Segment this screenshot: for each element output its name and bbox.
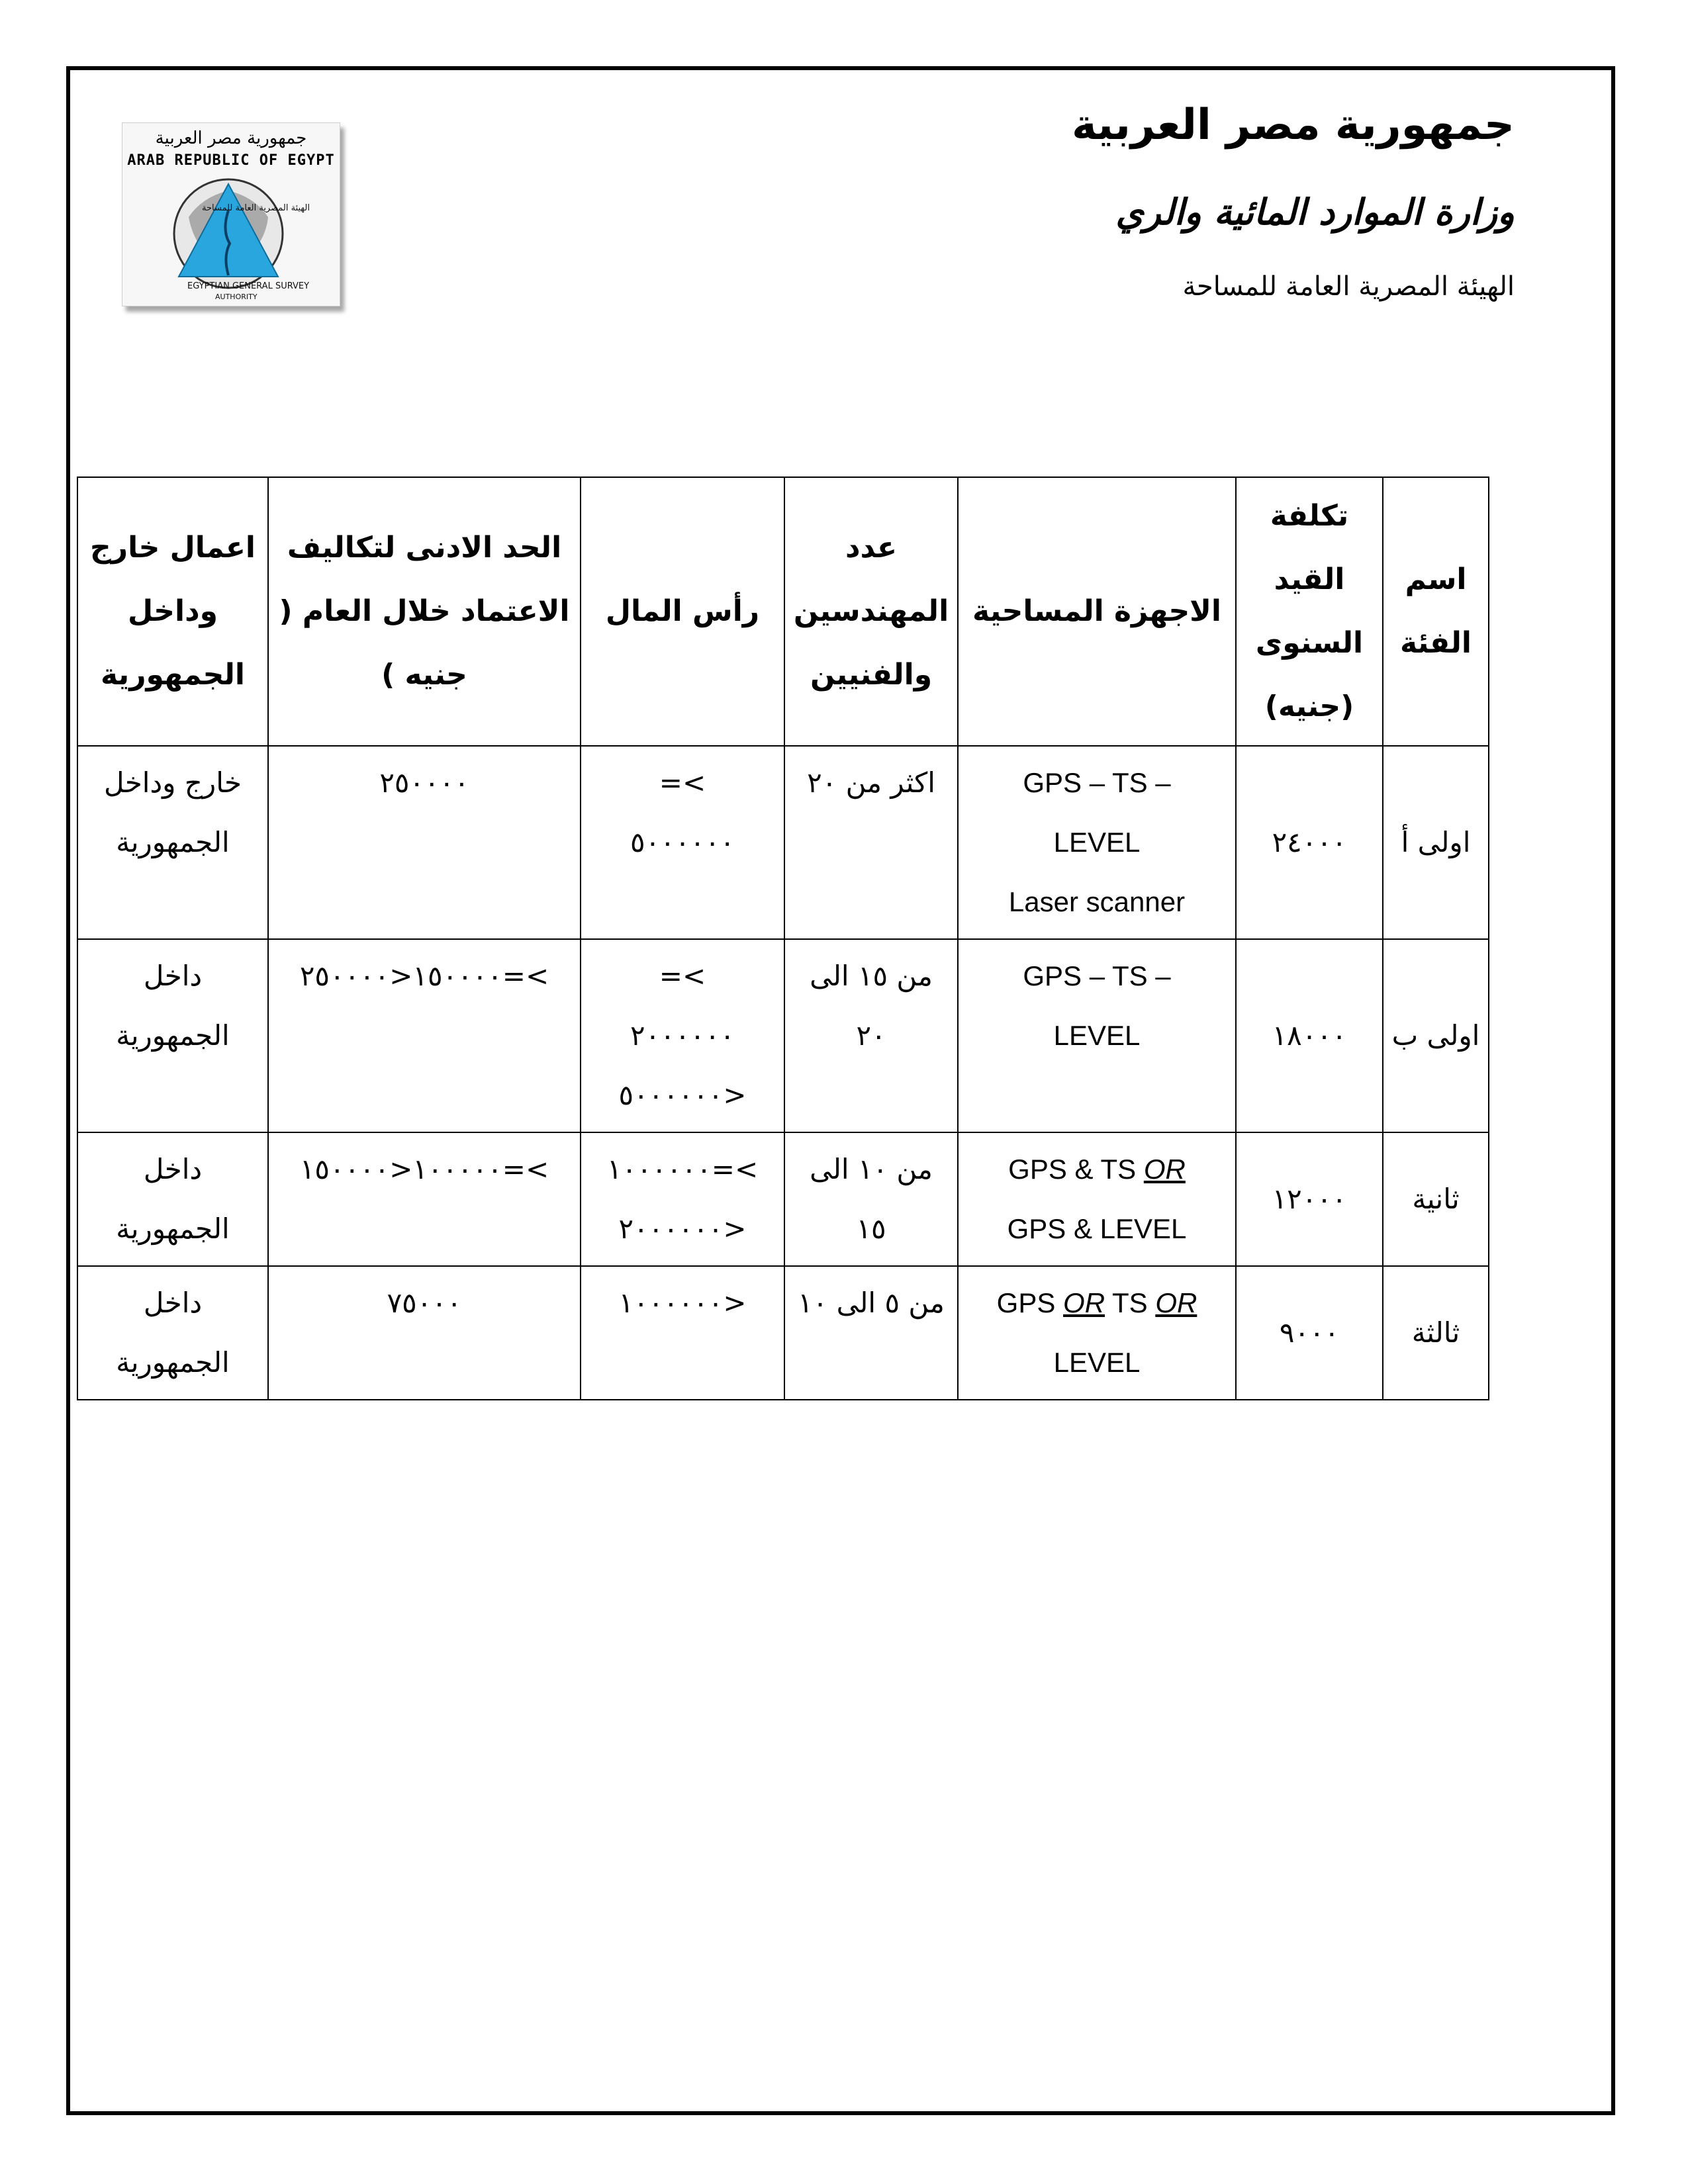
or-text: OR [1155,1287,1197,1318]
staff-cell: اكثر من ٢٠ [784,746,958,939]
annual-fee-cell: ١٨٠٠٠ [1236,939,1383,1132]
country-title: جمهورية مصر العربية [1071,101,1515,150]
capital-line: <٢٠٠٠٠٠٠ [618,1212,747,1245]
or-text: OR [1063,1287,1105,1318]
staff-cell: من ٥ الى ١٠ [784,1266,958,1400]
capital-line: >=١٠٠٠٠٠٠ [606,1153,759,1185]
devices-line: LEVEL [1053,1020,1141,1051]
category-cell: ثانية [1383,1132,1489,1266]
header-capital: رأس المال [581,477,784,746]
devices-text: GPS [996,1287,1056,1318]
categories-table [77,477,1489,1400]
capital-line: <٥٠٠٠٠٠٠ [618,1079,747,1111]
scope-cell: داخل الجمهورية [77,1266,268,1400]
authority-title: الهيئة المصرية العامة للمساحة [1182,271,1515,302]
annual-fee-cell: ٢٤٠٠٠ [1236,746,1383,939]
capital-cell [581,1132,784,1266]
logo-arabic-text: جمهورية مصر العربية [155,128,307,148]
capital-line: >= [659,766,706,799]
devices-text: GPS & TS [1008,1154,1137,1185]
staff-cell: من ١٠ الى ١٥ [784,1132,958,1266]
capital-cell [581,939,784,1132]
or-text: OR [1143,1154,1186,1185]
header-staff-count: عدد المهندسين والفنيين [784,477,958,746]
logo-ring-english: EGYPTIAN GENERAL SURVEY [187,281,310,291]
capital-line: ٥٠٠٠٠٠٠ [630,826,735,858]
category-cell: اولى أ [1383,746,1489,939]
staff-cell: من ١٥ الى ٢٠ [784,939,958,1132]
annual-fee-cell: ٩٠٠٠ [1236,1266,1383,1400]
scope-cell: داخل الجمهورية [77,939,268,1132]
table-row [77,939,1489,1132]
devices-line: LEVEL [1053,1347,1141,1378]
ministry-title: وزارة الموارد المائية والري [1115,191,1515,233]
capital-line: >= [659,960,706,992]
table-row [77,746,1489,939]
devices-line [966,1140,1227,1199]
devices-cell [958,746,1236,939]
egyptian-survey-authority-logo [122,122,340,306]
devices-cell [958,1132,1236,1266]
devices-line: GPS & LEVEL [1007,1213,1187,1244]
header-work-scope: اعمال خارج وداخل الجمهورية [77,477,268,746]
min-cost-cell: >=١٥٠٠٠٠<٢٥٠٠٠٠ [268,939,581,1132]
min-cost-cell: >=١٠٠٠٠٠<١٥٠٠٠٠ [268,1132,581,1266]
devices-cell [958,939,1236,1132]
scope-cell: داخل الجمهورية [77,1132,268,1266]
header-survey-devices: الاجهزة المساحية [958,477,1236,746]
header-annual-fee: تكلفة القيد السنوى (جنيه) [1236,477,1383,746]
devices-text: TS [1111,1287,1148,1318]
devices-line [966,1273,1227,1333]
capital-cell [581,746,784,939]
annual-fee-cell: ١٢٠٠٠ [1236,1132,1383,1266]
min-cost-cell: ٧٥٠٠٠ [268,1266,581,1400]
table-header-row [77,477,1489,746]
capital-cell: <١٠٠٠٠٠٠ [581,1266,784,1400]
min-cost-cell: ٢٥٠٠٠٠ [268,746,581,939]
table-row [77,1266,1489,1400]
survey-emblem-icon [149,171,314,303]
header-category-name: اسم الفئة [1383,477,1489,746]
category-cell: اولى ب [1383,939,1489,1132]
header-min-accreditation-cost: الحد الادنى لتكاليف الاعتماد خلال العام ( جنيه ) [268,477,581,746]
table-row [77,1132,1489,1266]
capital-line: ٢٠٠٠٠٠٠ [630,1019,735,1052]
scope-cell: خارج وداخل الجمهورية [77,746,268,939]
logo-ring-arabic: الهيئة المصرية العامة للمساحة [202,203,310,213]
devices-line: LEVEL [1053,827,1141,858]
devices-cell [958,1266,1236,1400]
devices-line: GPS – TS – [1023,767,1171,798]
logo-english-text: ARAB REPUBLIC OF EGYPT [127,152,335,169]
devices-line: GPS – TS – [1023,960,1171,991]
devices-line: Laser scanner [1008,886,1186,917]
category-cell: ثالثة [1383,1266,1489,1400]
logo-ring-authority: AUTHORITY [215,293,258,301]
